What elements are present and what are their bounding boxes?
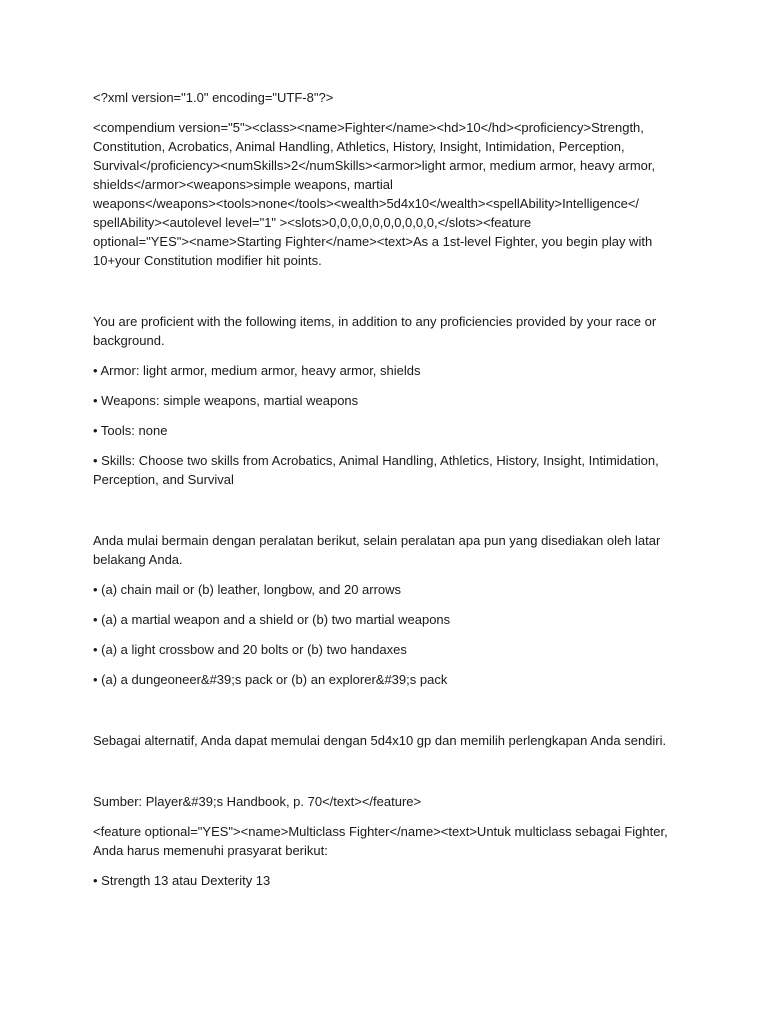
proficiency-intro: You are proficient with the following items, in addition to any proficiencies provided by your race or background. [93,314,657,348]
equipment-intro: Anda mulai bermain dengan peralatan berikut, selain peralatan apa pun yang disediakan oleh latar belakang Anda. [93,533,661,567]
bullet-equipment-crossbow: • (a) a light crossbow and 20 bolts or (b) two handaxes [93,642,407,657]
bullet-equipment-armor: • (a) chain mail or (b) leather, longbow, and 20 arrows [93,582,402,597]
xml-declaration: <?xml version="1.0" encoding="UTF-8"?> [93,90,334,105]
multiclass-feature: <feature optional="YES"><name>Multiclass Fighter</name><text>Untuk multiclass sebagai Fighter, Anda harus memenuhi prasyarat berikut: [93,824,668,858]
bullet-tools: • Tools: none [93,423,168,438]
bullet-equipment-weapon: • (a) a martial weapon and a shield or (b) two martial weapons [93,612,451,627]
class-definition-paragraph: <compendium version="5"><class><name>Fighter</name><hd>10</hd><proficiency>Strength, Constitution, Acrobatics, Animal Handling, Athletics, History, Insight, Intimidation, Perception, Survival</proficiency><numSkills>2</numSkills><armor>light armor, medium armor, heavy armor, shields</armor><weapons>simple weapons, martial weapons</weapons><tools>none</tools><wealth>5d4x10</wealth><spellAbility>Intelligence</ spellAbility><autolevel level="1" ><slots>0,0,0,0,0,0,0,0,0,0,</slots><feature optional="YES"><name>Starting Fighter</name><text>As a 1st-level Fighter, you begin play with 10+your Constitution modifier hit points. [93,120,656,268]
bullet-armor: • Armor: light armor, medium armor, heavy armor, shields [93,363,421,378]
bullet-multiclass-prereq: • Strength 13 atau Dexterity 13 [93,873,271,888]
source-reference: Sumber: Player&#39;s Handbook, p. 70</text></feature> [93,794,422,809]
bullet-skills: • Skills: Choose two skills from Acrobatics, Animal Handling, Athletics, History, Insight, Intimidation, Perception, and Survival [93,453,659,487]
bullet-equipment-pack: • (a) a dungeoneer&#39;s pack or (b) an explorer&#39;s pack [93,672,448,687]
bullet-weapons: • Weapons: simple weapons, martial weapons [93,393,359,408]
alternative-wealth: Sebagai alternatif, Anda dapat memulai dengan 5d4x10 gp dan memilih perlengkapan Anda sendiri. [93,733,667,748]
